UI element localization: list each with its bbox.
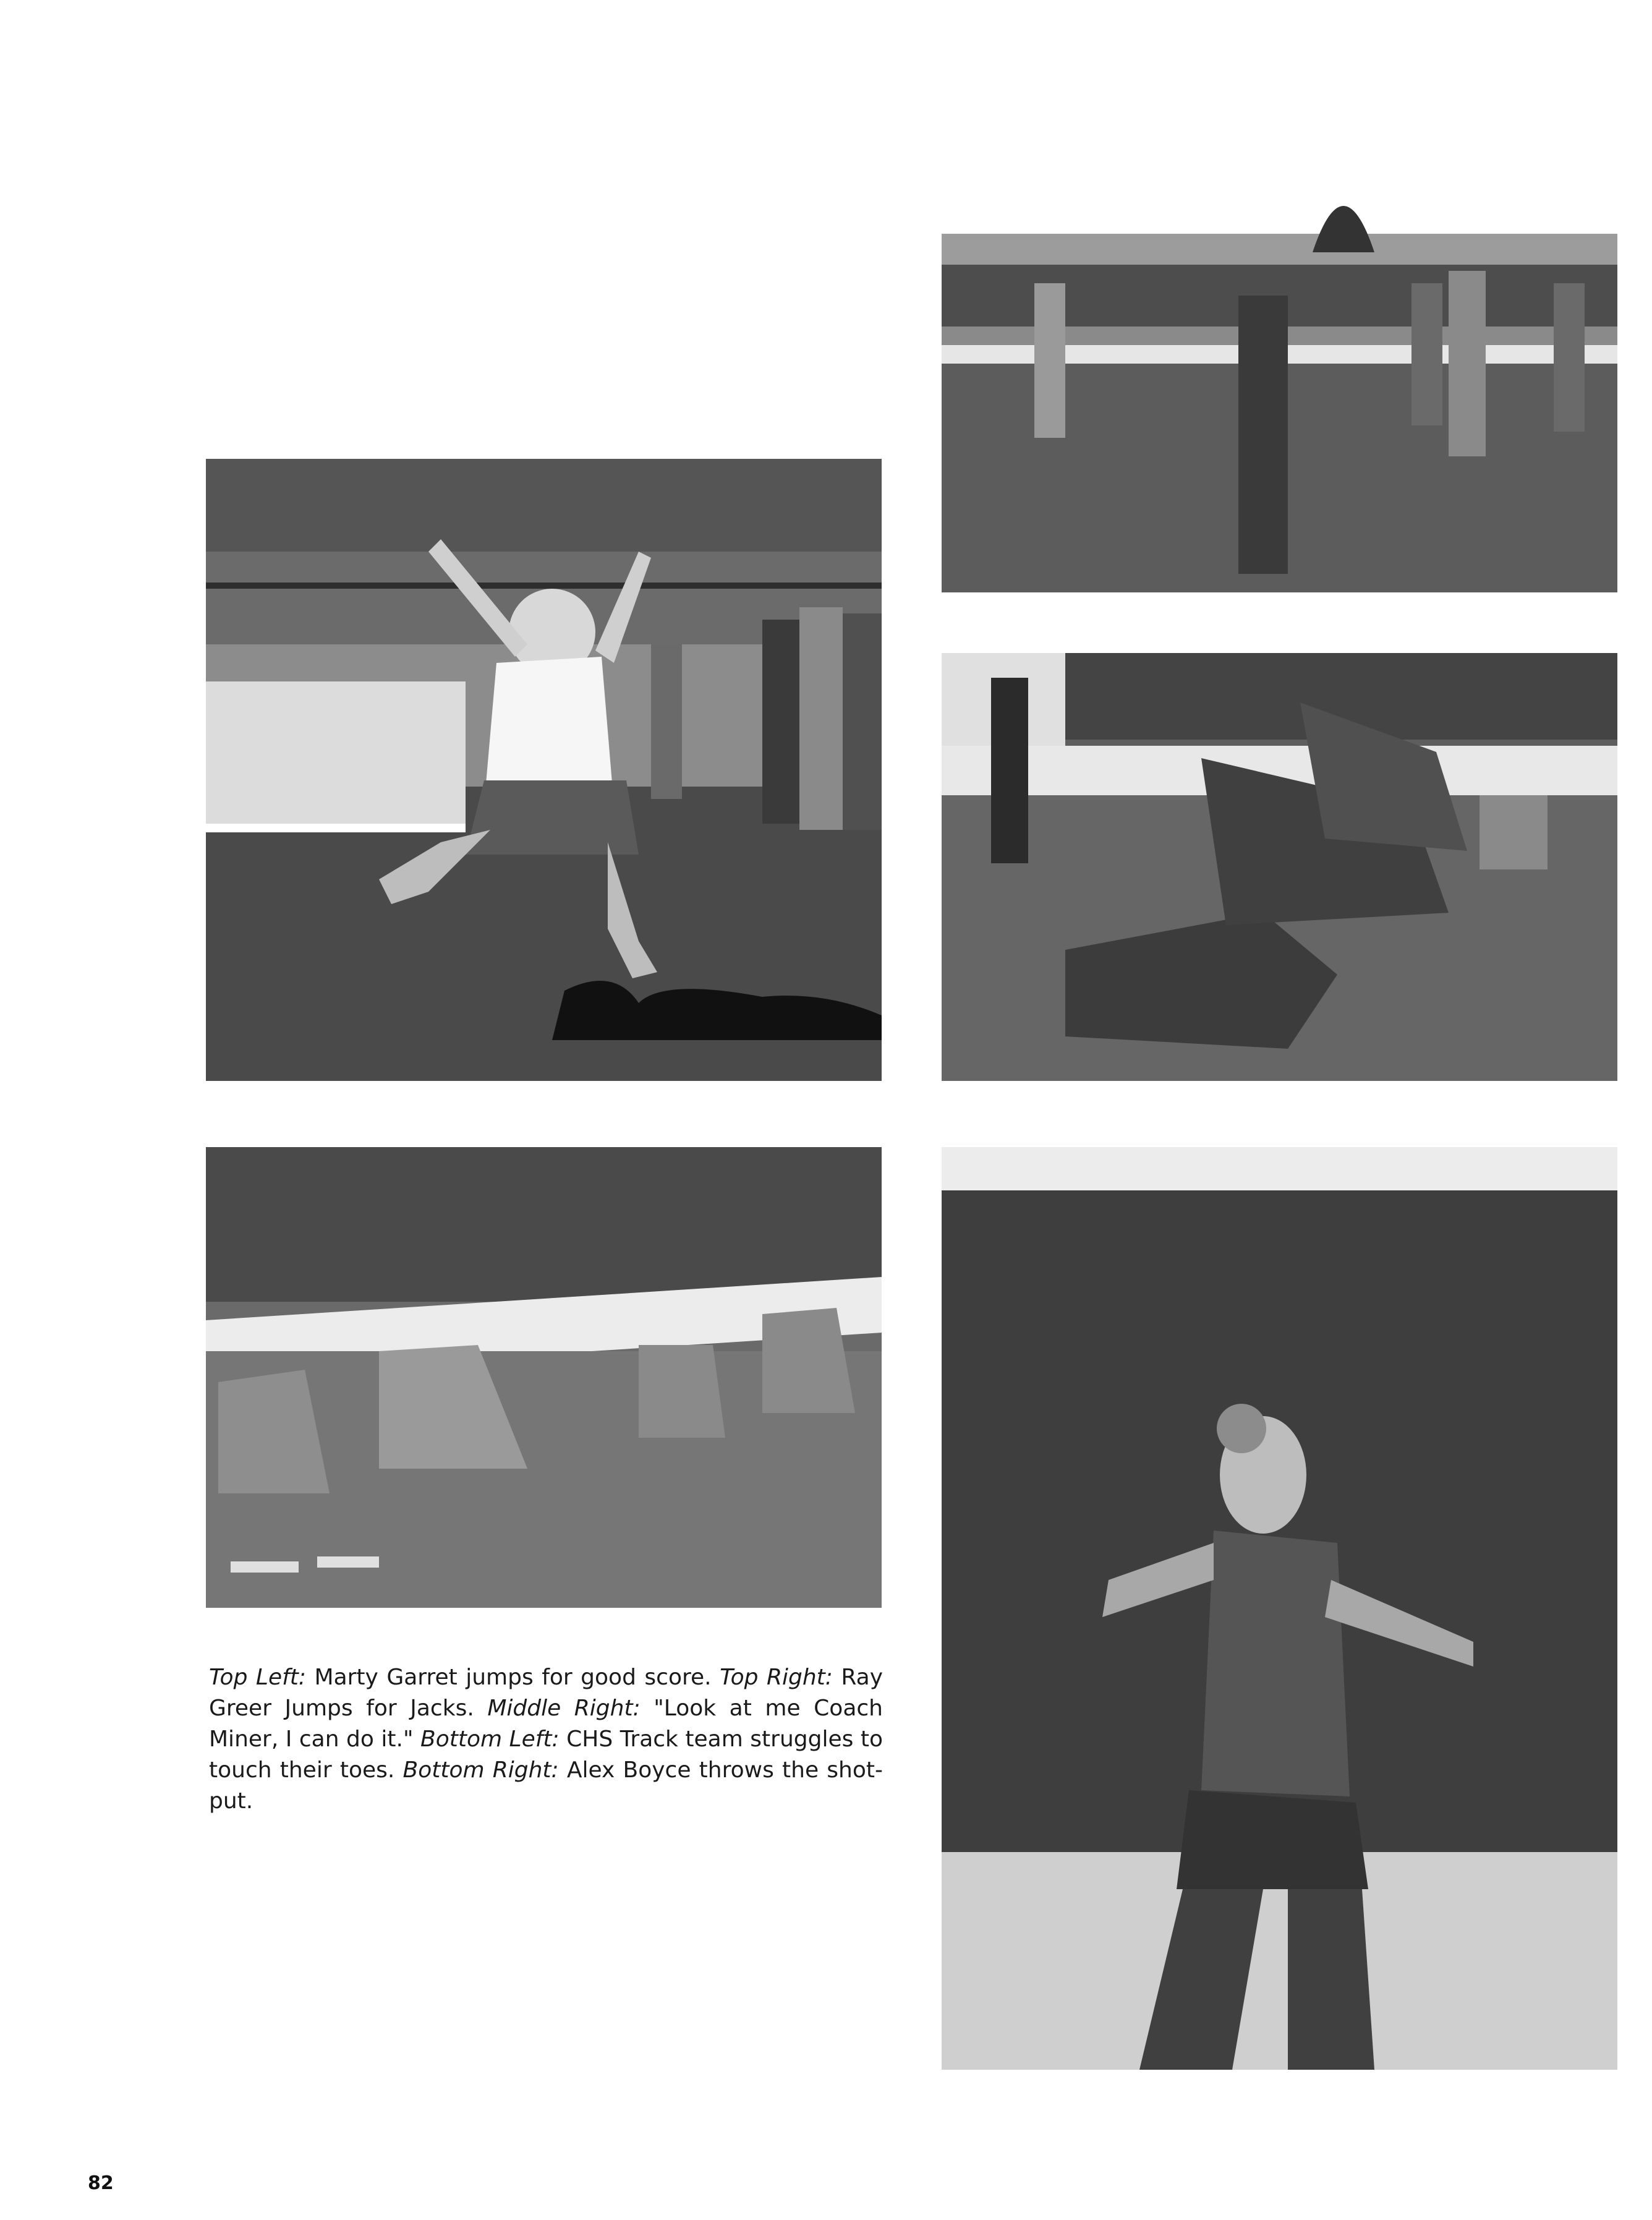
photo-bottom-left-toe-touches	[206, 1147, 882, 1608]
caption-label-bottom-left: Bottom Left:	[420, 1727, 560, 1752]
caption-text-bottom-left: CHS Track team struggles to touch their toes.	[209, 1727, 883, 1783]
photo-caption	[209, 1662, 883, 1817]
shot-put-image	[942, 1147, 1617, 2070]
caption-label-middle-right: Middle Right:	[487, 1696, 641, 1721]
long-jump-image	[206, 459, 882, 1081]
photo-middle-right-stretching	[942, 653, 1617, 1081]
caption-text-top-left: Marty Garret jumps for good score.	[306, 1665, 720, 1690]
caption-label-bottom-right: Bottom Right:	[402, 1757, 559, 1783]
caption-label-top-left: Top Left:	[209, 1665, 307, 1690]
caption-text-bottom-right: Alex Boyce throws the shot-put.	[209, 1757, 883, 1814]
caption-text-top-right: Ray Greer Jumps for Jacks.	[209, 1665, 883, 1721]
page-number: 82	[88, 2172, 114, 2194]
toe-touches-image	[206, 1147, 882, 1608]
stretching-image	[942, 653, 1617, 1081]
photo-bottom-right-shot-put	[942, 1147, 1617, 2070]
caption-label-top-right: Top Right:	[720, 1665, 833, 1690]
caption-text-middle-right: "Look at me Coach Miner, I can do it."	[209, 1696, 883, 1752]
photo-top-right-jumping-jacks	[942, 160, 1617, 592]
jumping-jacks-image	[942, 160, 1617, 592]
photo-top-left-long-jump	[206, 459, 882, 1081]
